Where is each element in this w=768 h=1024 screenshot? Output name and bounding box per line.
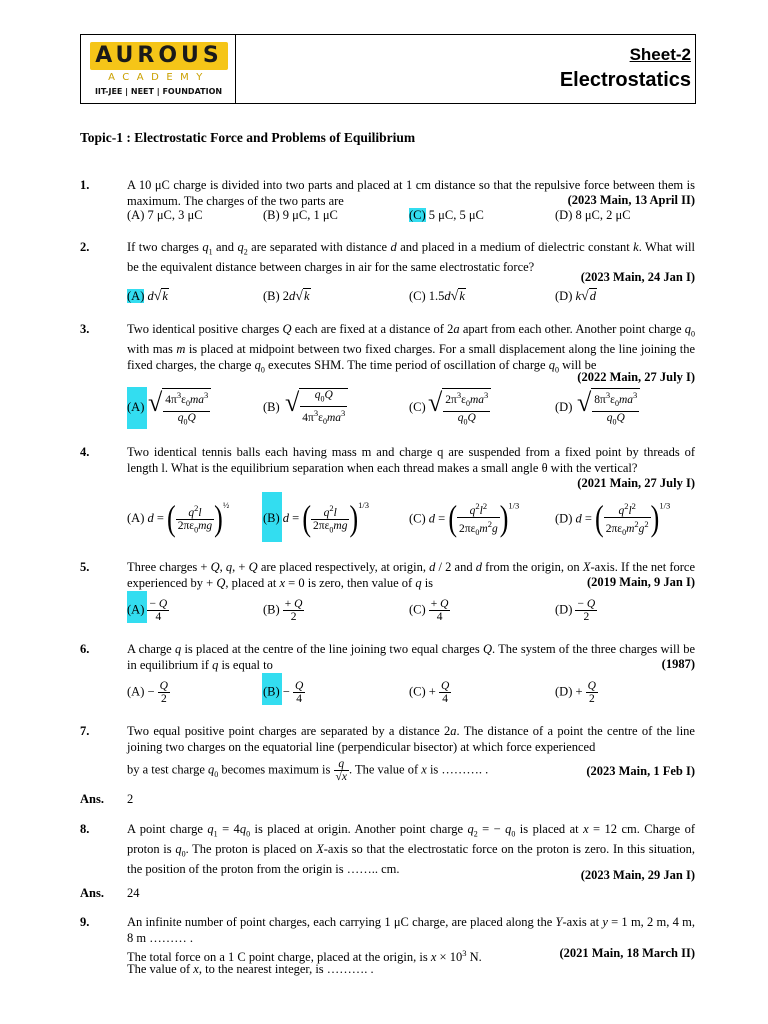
question-source: (2023 Main, 13 April II) xyxy=(567,193,695,207)
logo-subtitle: ACADEMY xyxy=(108,72,210,83)
logo-block xyxy=(81,35,236,103)
question-text: Three charges + Q, q, + Q are placed respectively, at origin, d / 2 and d from the origin, on X-axis. If the net force experienced by + Q, placed at x = 0 is zero, then value of q is xyxy=(127,560,696,590)
option-c: (C) xyxy=(409,400,426,414)
question-text: Two equal positive point charges are separated by a distance 2a. The distance of a point the centre of the line joining two charges on the equatorial line (perpendicular bisector) at which force experienced xyxy=(127,724,695,754)
option-c: (C) d = ( $\frac{q^2l^2}{2\pi\varepsilon_0m^2g}$ )$^{1/3}$ xyxy=(409,498,520,540)
question-number: 6. xyxy=(80,642,90,656)
question-text: A 10 μC charge is divided into two parts and placed at 1 cm distance so that the repulsive force between them is maximum. The charges of the two parts are xyxy=(127,178,695,208)
question-source: (2023 Main, 24 Jan I) xyxy=(580,270,695,284)
question-number: 8. xyxy=(80,822,90,836)
question-source: (2021 Main, 27 July I) xyxy=(577,476,695,490)
option-a: (A) $\frac{- Q}{4}$ xyxy=(127,598,168,623)
question-source: (2019 Main, 9 Jan I) xyxy=(587,575,695,589)
sheet-title: Electrostatics xyxy=(559,69,691,91)
option-c: (C) 5 μC, 5 μC xyxy=(409,208,484,222)
option-d: (D) 8 μC, 2 μC xyxy=(555,208,631,222)
question-source: (2021 Main, 18 March II) xyxy=(559,946,695,960)
question-text-cont: by a test charge $q_0$ becomes maximum is $\frac{q}{√x}$ . The value of x is ………. . xyxy=(127,758,489,783)
question-number: 1. xyxy=(80,178,90,192)
option-d: (D) k√d xyxy=(555,289,596,304)
option-b: (B) d = ( $\frac{q^2l}{2\pi\varepsilon_0mg}$ )$^{1/3}$ xyxy=(263,498,370,539)
option-b: (B) 9 μC, 1 μC xyxy=(263,208,338,222)
option-c-expr: √ $\frac{2\pi^3\varepsilon_0ma^3}{q_0Q}$ xyxy=(428,388,491,428)
answer-label: Ans. xyxy=(80,792,104,806)
option-b: (B) 2d√k xyxy=(263,289,310,304)
logo-tagline: IIT-JEE | NEET | FOUNDATION xyxy=(94,87,223,96)
question-number: 9. xyxy=(80,915,90,929)
option-b: (B) xyxy=(263,400,280,414)
option-d: (D) + $\frac{Q}{2}$ xyxy=(555,680,596,705)
topic-heading: Topic-1 : Electrostatic Force and Problems of Equilibrium xyxy=(80,130,416,145)
option-c: (C) $\frac{+ Q}{4}$ xyxy=(409,598,449,623)
option-b-expr: √ $\frac{q_0Q}{4\pi^3\varepsilon_0ma^3}$ xyxy=(285,388,348,428)
option-a-expr: √ $\frac{4\pi^3\varepsilon_0ma^3}{q_0Q}$ xyxy=(148,388,211,428)
question-text: A point charge $q_1 = 4q_0$ is placed at origin. Another point charge $q_2$ = − $q_0$ is placed at x = 12 cm. Charge of proton is $q_0$. The proton is placed on X-axis so that the electrostatic force on the proton is zero. In this situation, the position of the proton from the origin is …….. cm. xyxy=(127,822,695,876)
question-source: (1987) xyxy=(661,657,695,671)
question-number: 5. xyxy=(80,560,90,574)
option-a: (A) d√k xyxy=(127,289,168,304)
question-number: 4. xyxy=(80,445,90,459)
option-d: (D) $\frac{- Q}{2}$ xyxy=(555,598,596,623)
option-a: (A) − $\frac{Q}{2}$ xyxy=(127,680,168,705)
question-text: An infinite number of point charges, each carrying 1 μC charge, are placed along the Y-axis at y = 1 m, 2 m, 4 m, 8 m ……… . xyxy=(127,915,696,945)
question-text-cont: The value of x, to the nearest integer, is ………. . xyxy=(127,962,374,976)
question-text: Two identical positive charges Q each are fixed at a distance of 2a apart from each other. Another point charge $q_0$ with mas m is placed at midpoint between two fixed charges. For a small displacement along the line joining the fixed charges, the charge $q_0$ executes SHM. The time period of oscillation of charge $q_0$ will be xyxy=(127,322,696,374)
question-text: Two identical tennis balls each having mass m and charge q are suspended from a fixed point by threads of length l. What is the equilibrium separation when each thread makes a small angle θ with the vertical? xyxy=(127,445,695,475)
sheet-number: Sheet-2 xyxy=(629,45,691,64)
sheet-header xyxy=(80,34,696,104)
answer-label: Ans. xyxy=(80,886,104,900)
question-source: (2023 Main, 1 Feb I) xyxy=(586,764,695,778)
answer-value: 24 xyxy=(127,886,140,900)
option-d: (D) d = ( $\frac{q^2l^2}{2\pi\varepsilon_0m^2g^2}$ )$^{1/3}$ xyxy=(555,498,671,540)
question-text: A charge q is placed at the centre of the line joining two equal charges Q. The system of the three charges will be in equilibrium if q is equal to xyxy=(127,642,696,672)
option-b: (B) − $\frac{Q}{4}$ xyxy=(263,680,304,705)
question-source: (2023 Main, 29 Jan I) xyxy=(580,868,695,882)
logo-wordmark: AUROUS xyxy=(90,42,228,70)
option-a: (A) 7 μC, 3 μC xyxy=(127,208,203,222)
option-b: (B) $\frac{+ Q}{2}$ xyxy=(263,598,303,623)
question-text-cont: The total force on a 1 C point charge, placed at the origin, is $x \times 10^3$ N. xyxy=(127,948,482,965)
option-a: (A) d = ( $\frac{q^2l}{2\pi\varepsilon_0mg}$ )$^{\frac{1}{2}}$ xyxy=(127,498,230,539)
question-number: 2. xyxy=(80,240,90,254)
question-number: 7. xyxy=(80,724,90,738)
answer-value: 2 xyxy=(127,792,134,806)
option-c: (C) + $\frac{Q}{4}$ xyxy=(409,680,450,705)
question-source: (2022 Main, 27 July I) xyxy=(577,370,695,384)
correct-option-label: (C) xyxy=(409,208,426,222)
question-text: If two charges $q_1$ and $q_2$ are separated with distance d and placed in a medium of dielectric constant k. What will be the equivalent distance between charges in air for the same electrostatic force? xyxy=(127,240,695,274)
option-d: (D) xyxy=(555,400,573,414)
option-c: (C) 1.5d√k xyxy=(409,289,465,304)
question-number: 3. xyxy=(80,322,90,336)
option-a: (A) xyxy=(127,400,145,414)
option-d-expr: √ $\frac{8\pi^3\varepsilon_0ma^3}{q_0Q}$ xyxy=(577,388,640,428)
